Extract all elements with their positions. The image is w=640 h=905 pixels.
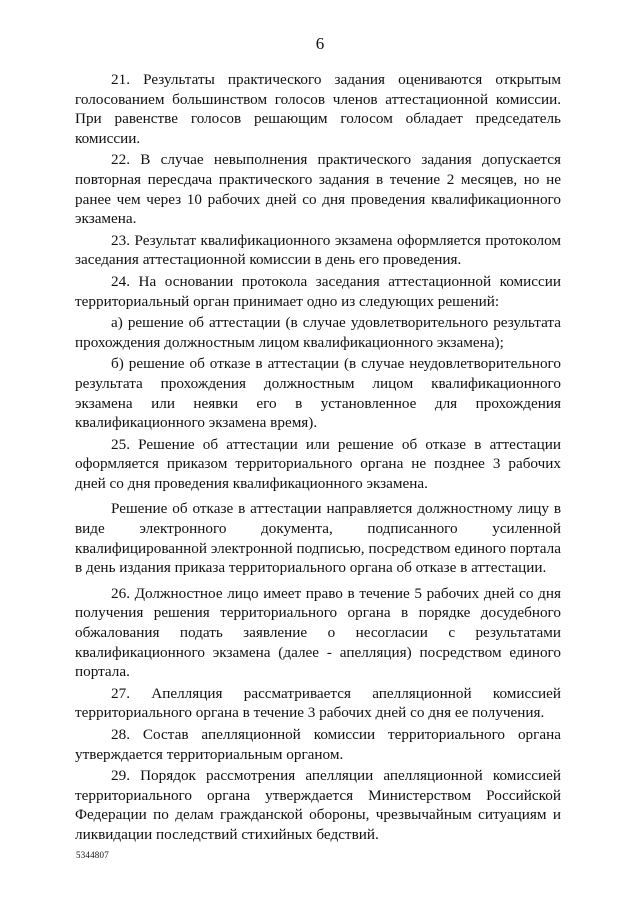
paragraph-29: 29. Порядок рассмотрения апелляции апелляционной комиссией территориального органа утверждается Министерством Российской Федерации по делам гражданской обороны, чрезвычайным ситуациям и ликвидации последствий стихийных бедствий. xyxy=(75,767,561,843)
paragraph-25: 25. Решение об аттестации или решение об отказе в аттестации оформляется приказом территориального органа не позднее 3 рабочих дней со дня проведения квалификационного экзамена. xyxy=(75,435,561,492)
page-number: 6 xyxy=(315,34,325,53)
document-body xyxy=(75,70,561,847)
paragraph-21: 21. Результаты практического задания оцениваются открытым голосованием большинством голосов членов аттестационной комиссии. При равенстве голосов решающим голосом обладает председатель комиссии. xyxy=(75,71,561,147)
paragraph-23: 23. Результат квалификационного экзамена оформляется протоколом заседания аттестационной комиссии в день его проведения. xyxy=(75,231,561,269)
paragraph-27: 27. Апелляция рассматривается апелляционной комиссией территориального органа в течение 3 рабочих дней со дня ее получения. xyxy=(75,684,561,722)
paragraph-24-a: а) решение об аттестации (в случае удовлетворительного результата прохождения должностным лицом квалификационного экзамена); xyxy=(75,314,561,351)
paragraph-26: 26. Должностное лицо имеет право в течение 5 рабочих дней со дня получения решения территориального органа в порядке досудебного обжалования подать заявление о несогласии с результатами квалификационного экзамена (далее - апелляция) посредством единого портала. xyxy=(75,584,561,681)
document-code: 5344807 xyxy=(76,850,109,860)
paragraph-28: 28. Состав апелляционной комиссии территориального органа утверждается территориальным органом. xyxy=(75,726,561,763)
paragraph-24-b: б) решение об отказе в аттестации (в случае неудовлетворительного результата прохождения должностным лицом квалификационного экзамена или неявки его в установленное для прохождения квалификационного экзамена время). xyxy=(75,355,561,432)
paragraph-22: 22. В случае невыполнения практического задания допускается повторная пересдача практического задания в течение 2 месяцев, но не ранее чем через 10 рабочих дней со дня проведения квалификационного экзамена. xyxy=(75,151,561,228)
paragraph-24: 24. На основании протокола заседания аттестационной комиссии территориальный орган принимает одно из следующих решений: xyxy=(75,272,561,310)
paragraph-25-continued: Решение об отказе в аттестации направляется должностному лицу в виде электронного документа, подписанного усиленной квалифицированной электронной подписью, посредством единого портала в день издания приказа территориального органа об отказе в аттестации. xyxy=(75,500,561,577)
